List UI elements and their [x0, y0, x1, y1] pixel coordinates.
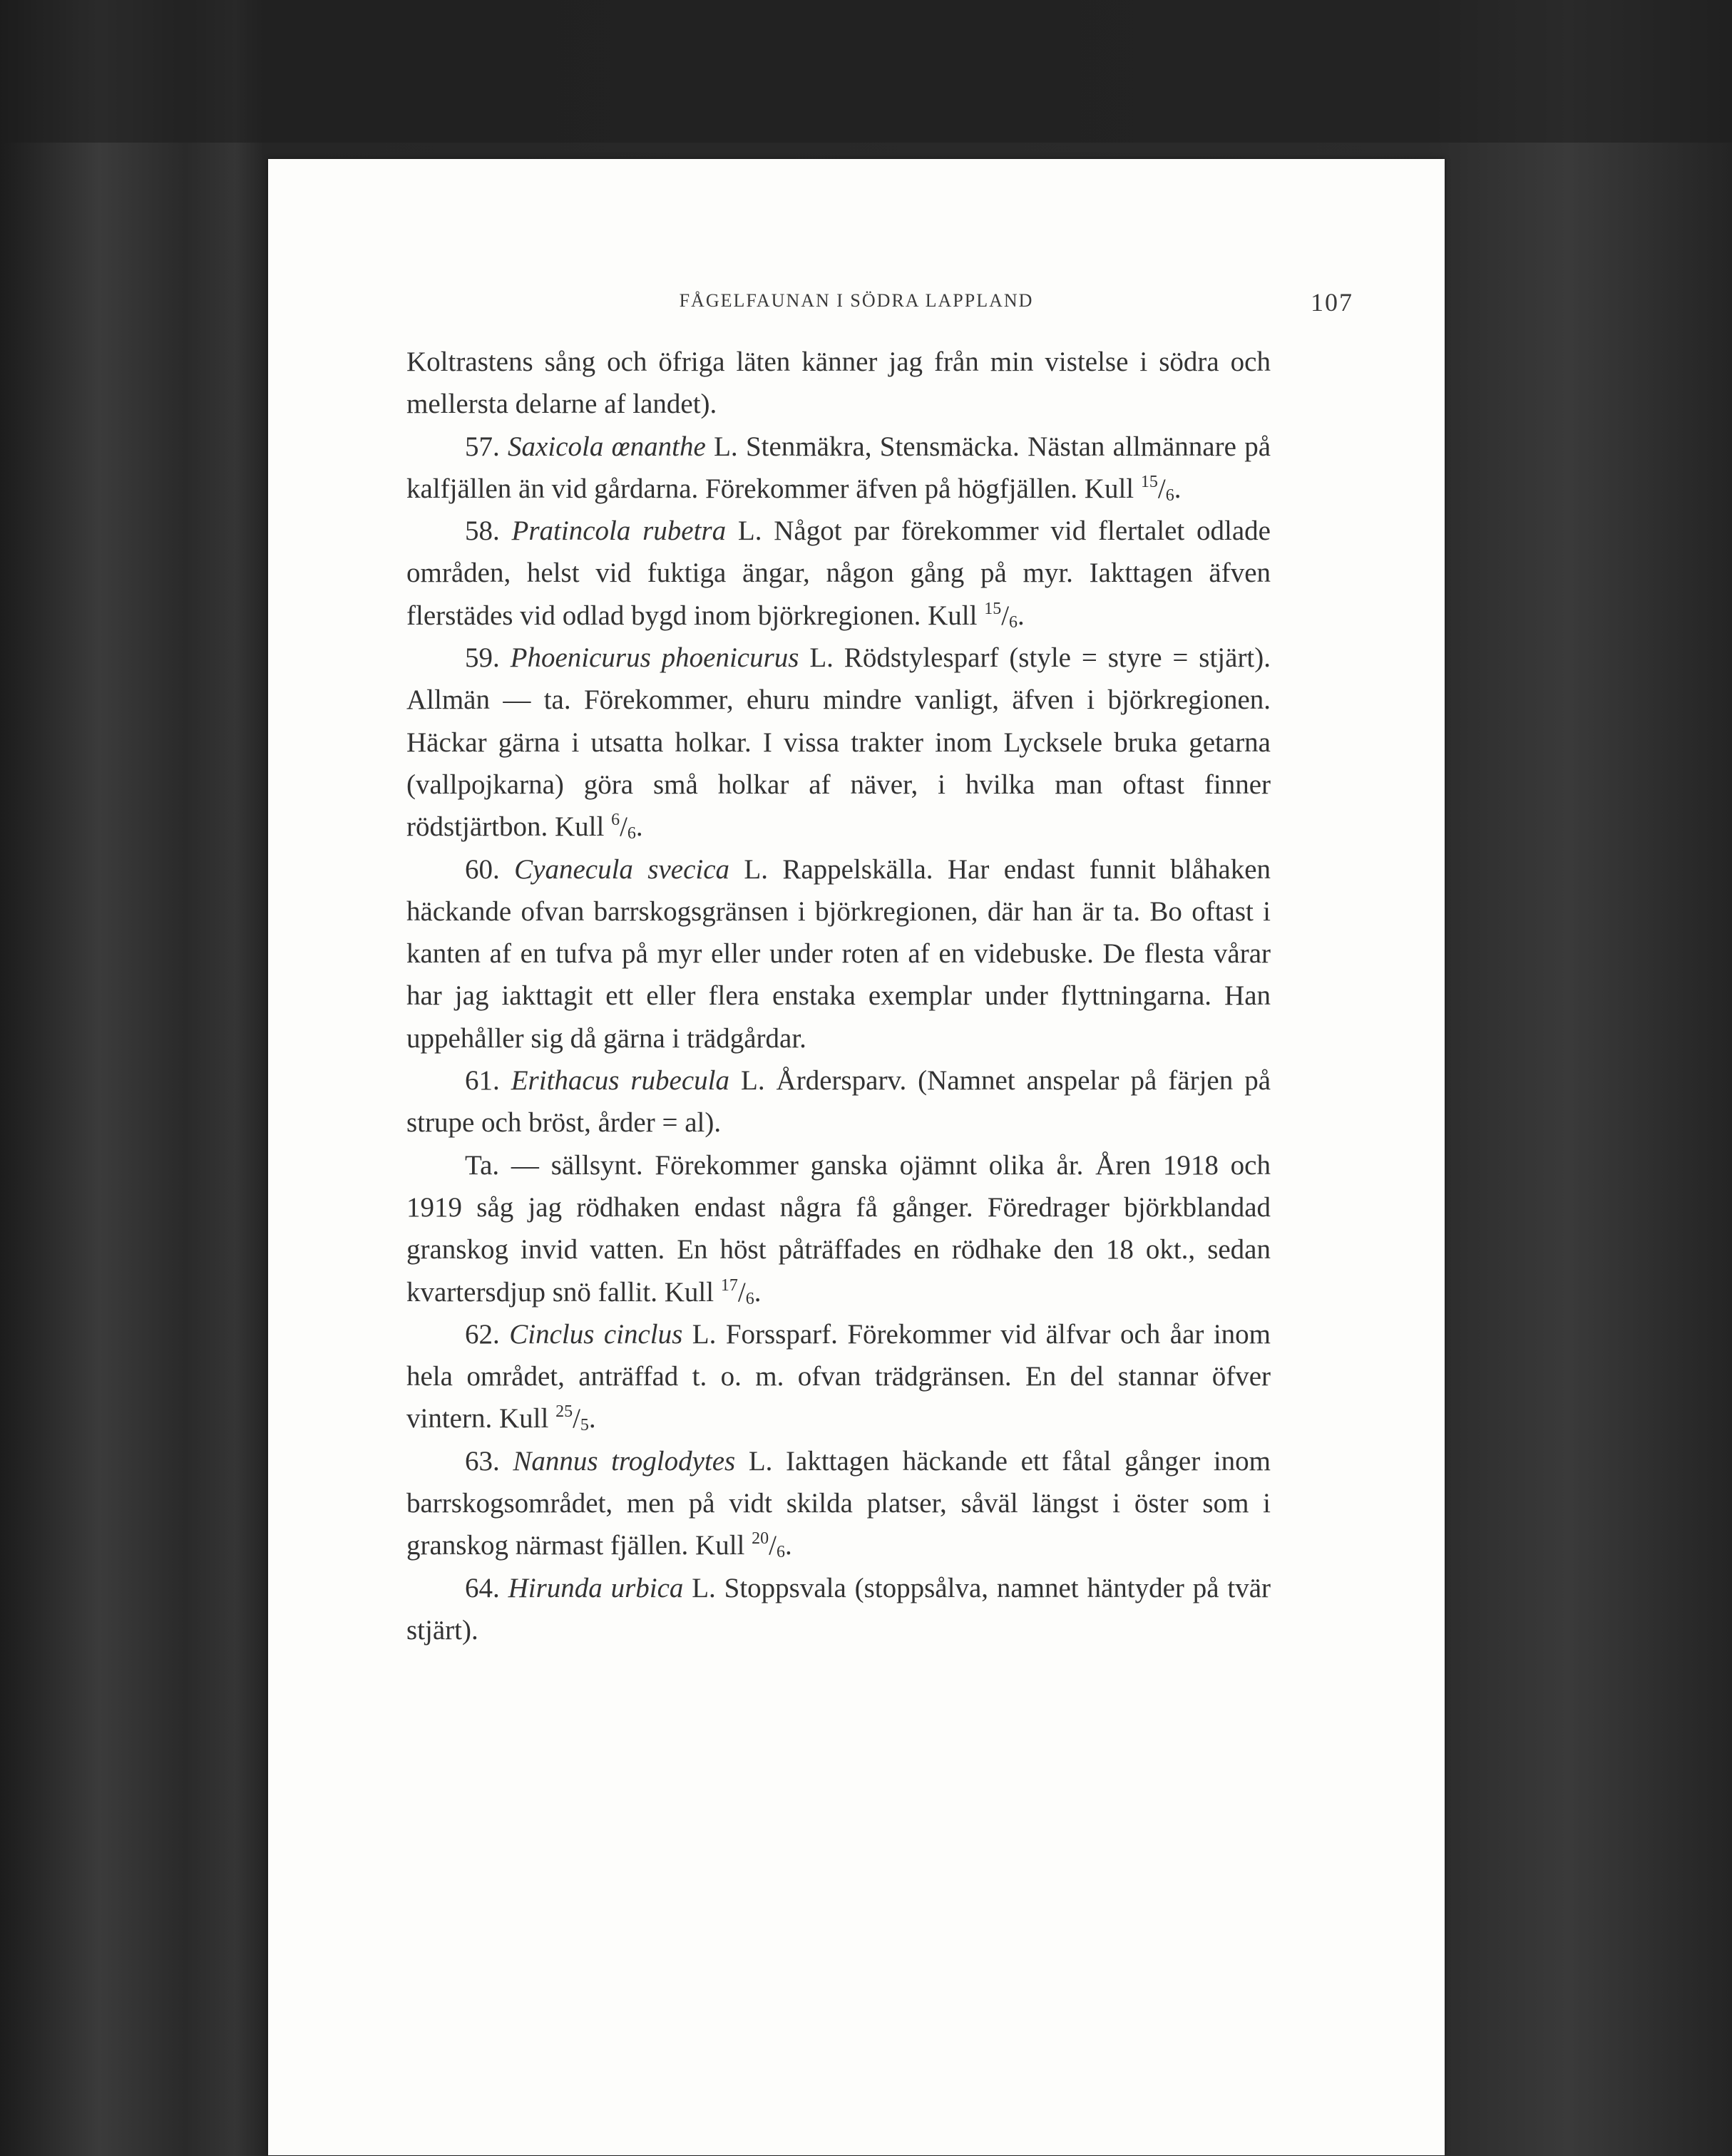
- kull-date: $^{25}/_5$: [555, 1402, 589, 1435]
- species-entry: [406, 1567, 1271, 1652]
- entry-text: L. Rappelskälla. Har endast funnit blåhaken häckande ofvan barrskogsgränsen i björkregionen, där han är ta. Bo oftast i kanten af en tufva på myr eller under roten af en videbuske. De flesta vårar har jag iakttagit ett eller flera enstaka exemplar under flyttningarna. Han uppehåller sig då gärna i trädgårdar.: [406, 853, 1271, 1054]
- kull-date: $^{17}/_6$: [720, 1275, 754, 1308]
- species-entry: 62. Cinclus cinclus L. Forssparf. Förekommer vid älfvar och åar inom hela området, anträffad t. o. m. ofvan trädgränsen. En del stannar öfver vintern. Kull $^{25}/_5$.: [406, 1318, 1271, 1435]
- entry-number: 57.: [465, 431, 508, 462]
- species-name: Cyanecula svecica: [514, 853, 730, 885]
- entry-number: 61.: [465, 1065, 511, 1097]
- species-name: Hirunda urbica: [508, 1572, 684, 1603]
- entry-text: L. Något par förekommer vid flertalet odlade områden, helst vid fuktiga ängar, någon gång på myr. Iakttagen äfven flerstädes vid odlad bygd inom björkregionen. Kull: [406, 515, 1271, 631]
- species-entry: 57. Saxicola œnanthe L. Stenmäkra, Stensmäcka. Nästan allmännare på kalfjällen än vid gårdarna. Förekommer äfven på högfjällen. Kull $^{15}/_6$.: [406, 431, 1271, 505]
- kull-date: $^{15}/_6$: [984, 599, 1018, 632]
- species-entry: 58. Pratincola rubetra L. Något par förekommer vid flertalet odlade områden, helst vid fuktiga ängar, någon gång på myr. Iakttagen äfven flerstädes vid odlad bygd inom björkregionen. Kull $^{15}/_6$.: [406, 515, 1271, 632]
- species-name: Phoenicurus phoenicurus: [510, 642, 799, 674]
- entry-text: L. Iakttagen häckande ett fåtal gånger inom barrskogsområdet, men på vidt skilda platser, såväl längst i öster som i granskog närmast fjällen. Kull: [406, 1445, 1271, 1561]
- kull-date: $^{20}/_6$: [752, 1529, 785, 1562]
- entry-text: L. Årdersparv. (Namnet anspelar på färjen på strupe och bröst, årder = al).: [406, 1065, 1271, 1139]
- entry-text: L. Rödstylesparf (style = styre = stjärt). Allmän — ta. Förekommer, ehuru mindre vanligt, äfven i björkregionen. Häckar gärna i utsatta holkar. I vissa trakter inom Lycksele bruka getarna (vallpojkarna) göra små holkar af näver, i hvilka man oftast finner rödstjärtbon. Kull: [406, 642, 1271, 843]
- species-entry: [406, 1059, 1271, 1144]
- entry-text: L. Stenmäkra, Stensmäcka. Nästan allmännare på kalfjällen än vid gårdarna. Förekommer äfven på högfjällen. Kull: [406, 431, 1271, 504]
- species-entry: 63. Nannus troglodytes L. Iakttagen häckande ett fåtal gånger inom barrskogsområdet, men på vidt skilda platser, såväl längst i öster som i granskog närmast fjällen. Kull $^{20}/_6$.: [406, 1445, 1271, 1562]
- species-entry: Ta. — sällsynt. Förekommer ganska ojämnt olika år. Åren 1918 och 1919 såg jag rödhaken endast några få gånger. Föredrager björkblandad granskog invid vatten. En höst påträffades en rödhake den 18 okt., sedan kvartersdjup snö fallit. Kull $^{17}/_6$.: [406, 1149, 1271, 1308]
- intro-paragraph: Koltrastens sång och öfriga läten känner jag från min vistelse i södra och mellersta delarne af landet).: [406, 346, 1271, 420]
- entry-text: L. Stoppsvala (stoppsålva, namnet häntyder på tvär stjärt).: [406, 1572, 1271, 1646]
- kull-date: $^{15}/_6$: [1140, 472, 1174, 505]
- entry-number: 60.: [465, 853, 515, 885]
- entry-text: L. Forssparf. Förekommer vid älfvar och åar inom hela området, anträffad t. o. m. ofvan trädgränsen. En del stannar öfver vintern. Kull: [406, 1318, 1271, 1434]
- species-entry: [406, 848, 1271, 1059]
- species-name: Saxicola œnanthe: [508, 431, 706, 462]
- body-text: [406, 341, 1271, 1651]
- species-name: Pratincola rubetra: [511, 515, 727, 547]
- species-entry: 59. Phoenicurus phoenicurus L. Rödstylesparf (style = styre = stjärt). Allmän — ta. Förekommer, ehuru mindre vanligt, äfven i björkregionen. Häckar gärna i utsatta holkar. I vissa trakter inom Lycksele bruka getarna (vallpojkarna) göra små holkar af näver, i hvilka man oftast finner rödstjärtbon. Kull $^6/_6$.: [406, 642, 1271, 843]
- scanner-shadow: [0, 0, 1732, 143]
- page-number: 107: [1311, 288, 1353, 317]
- species-name: Erithacus rubecula: [511, 1065, 730, 1097]
- entry-number: 59.: [465, 642, 511, 674]
- page-header: [268, 290, 1445, 326]
- species-name: Nannus troglodytes: [513, 1445, 736, 1477]
- entry-number: 63.: [465, 1445, 513, 1477]
- entry-text: Ta. — sällsynt. Förekommer ganska ojämnt olika år. Åren 1918 och 1919 såg jag rödhaken endast några få gånger. Föredrager björkblandad granskog invid vatten. En höst påträffades en rödhake den 18 okt., sedan kvartersdjup snö fallit. Kull: [406, 1149, 1271, 1308]
- species-name: Cinclus cinclus: [509, 1318, 683, 1350]
- entry-number: 62.: [465, 1318, 510, 1350]
- running-head: FÅGELFAUNAN I SÖDRA LAPPLAND: [679, 290, 1034, 311]
- kull-date: $^6/_6$: [611, 811, 636, 843]
- book-page: [268, 159, 1445, 2155]
- species-entries: [406, 426, 1271, 1652]
- entry-number: 64.: [465, 1572, 508, 1603]
- entry-number: 58.: [465, 515, 512, 547]
